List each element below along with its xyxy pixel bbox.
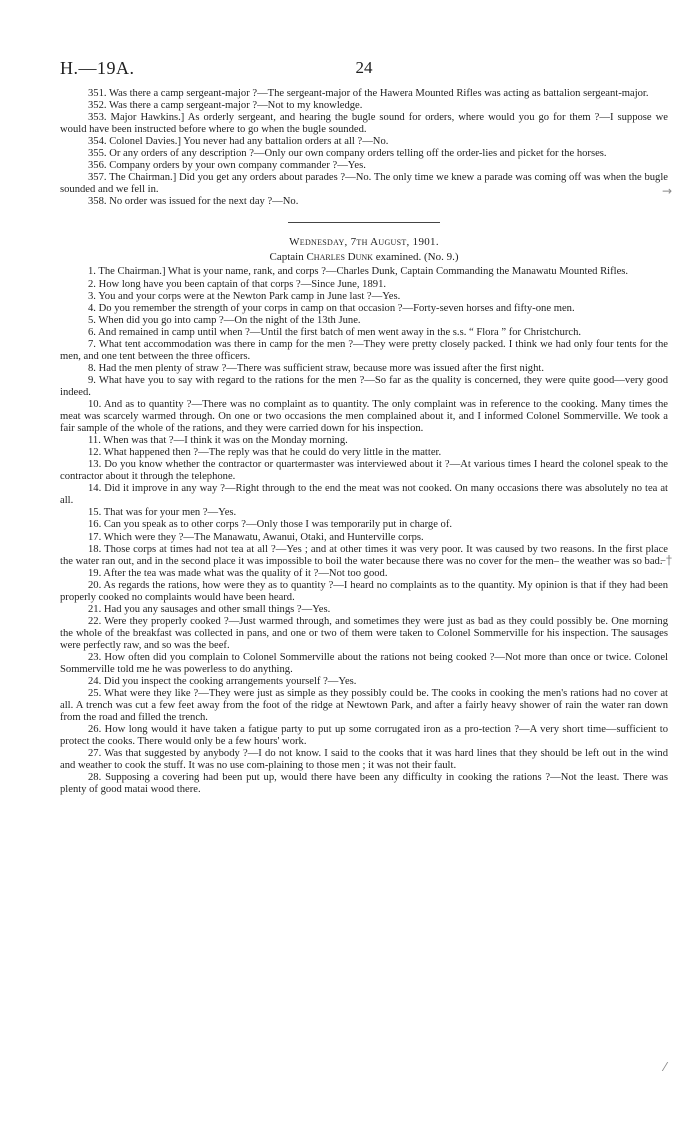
question-357: 357. The Chairman.] Did you get any orders about parades ?—No. The only time we knew a parade was coming off was when the bugle sounded and we fell in. [60,172,668,196]
question-19: 19. After the tea was made what was the quality of it ?—Not too good. [88,567,388,579]
question-18: 18. Those corps at times had not tea at all ?—Yes ; and at other times it was very poor. It was caused by two reasons. In the first place the water ran out, and in the second place it was impossible to boil the water because there was no cover for the men– the weather was so bad. [60,543,668,567]
question-15: 15. That was for your men ?—Yes. [88,507,237,519]
question-355: 355. Or any orders of any description ?—Only our own company orders telling off the order-lies and picket for the horses. [88,148,607,160]
witness-heading [60,251,668,263]
question-9: 9. What have you to say with regard to the rations for the men ?—So far as the quality is concerned, they were quite good—very good indeed. [60,374,668,398]
section-divider [288,222,440,223]
question-16: 16. Can you speak as to other corps ?—Only those I was temporarily put in charge of. [88,519,453,531]
question-1: 1. The Chairman.] What is your name, rank, and corps ?—Charles Dunk, Captain Commanding the Manawatu Mounted Rifles. [88,266,629,278]
question-22: 22. Were they properly cooked ?—Just warmed through, and sometimes they were just as bad as they could possibly be. One morning the whole of the breakfast was collected in pans, and one or two of them were taken to Colonel Sommerville for his inspection. The sausages were perfectly raw, and so was the beef. [60,615,668,651]
question-28: 28. Supposing a covering had been put up, would there have been any difficulty in cooking the rations ?—Not the least. There was plenty of good matai wood there. [60,772,668,796]
question-353: 353. Major Hawkins.] As orderly sergeant, and hearing the bugle sound for orders, where would you go for them ?—I suppose we would have been instructed before where to go when the bugle sounded. [60,112,668,136]
page-number: 24 [355,58,373,77]
question-2: 2. How long have you been captain of that corps ?—Since June, 1891. [88,278,387,290]
question-12: 12. What happened then ?—The reply was that he could do very little in the matter. [88,447,442,459]
question-26: 26. How long would it have taken a fatigue party to put up some corrugated iron as a pro-tection ?—A very short time—sufficient to protect the cooks. There would only be a few hours' work. [60,724,668,748]
question-25: 25. What were they like ?—They were just as simple as they possibly could be. The cooks in cooking the men's rations had no cover at all. A trench was cut a few feet away from the foot of the ridge at Newtown Park, and after a fairly heavy shower of rain the water ran down from the road and filled the trench. [60,688,668,724]
question-4: 4. Do you remember the strength of your corps in camp on that occasion ?—Forty-seven horses and fifty-one men. [88,302,575,314]
evidence-block-dunk [60,266,668,796]
evidence-block-continued [60,88,668,208]
question-17: 17. Which were they ?—The Manawatu, Awanui, Otaki, and Hunterville corps. [88,531,424,543]
witness-name: Charles Dunk [306,251,373,264]
question-5: 5. When did you go into camp ?—On the night of the 13th June. [88,314,361,326]
question-14: 14. Did it improve in any way ?—Right through to the end the meat was not cooked. On many occasions there was absolutely no tea at all. [60,483,668,507]
question-6: 6. And remained in camp until when ?—Until the first batch of men went away in the s.s. “ Flora ” for Christchurch. [88,326,582,338]
witness-examined: examined. (No. 9.) [375,251,459,264]
document-page [60,58,668,797]
witness-rank: Captain [269,251,304,264]
question-7: 7. What tent accommodation was there in camp for the men ?—They were pretty closely packed. I think we had only four tents for the men, and one tent between the three officers. [60,338,668,362]
question-352: 352. Was there a camp sergeant-major ?—Not to my knowledge. [88,100,363,112]
question-23: 23. How often did you complain to Colonel Sommerville about the rations not being cooked ?—Not more than once or twice. Colonel Sommerville told me he was powerless to do anything. [60,651,668,676]
question-354: 354. Colonel Davies.] You never had any battalion orders at all ?—No. [88,136,389,148]
document-code: H.—19A. [60,58,135,78]
question-21: 21. Had you any sausages and other small things ?—Yes. [88,603,331,615]
question-27: 27. Was that suggested by anybody ?—I do not know. I said to the cooks that it was hard lines that they should be left out in the wind and weather to cook the stuff. It was no use com-plaining to those men ; it was not their fault. [60,748,668,772]
margin-mark-icon: → [662,184,673,198]
margin-scribble-icon: ⁄ [664,1060,667,1074]
question-356: 356. Company orders by your own company commander ?—Yes. [88,160,366,172]
question-11: 11. When was that ?—I think it was on the Monday morning. [88,435,348,447]
question-10: 10. And as to quantity ?—There was no complaint as to quantity. The only complaint was in reference to the cooking. Many times the meat was scarcely warmed through. On one or two occasions the men complained about it, and I informed Colonel Sommerville. We took a fair sample of the whole of the rations, and they were carried down for his inspection. [60,398,668,435]
sitting-date: Wednesday, 7th August, 1901. [289,236,439,249]
question-20: 20. As regards the rations, how were they as to quantity ?—I heard no complaints as to the quantity. My opinion is that if they had been properly cooked no complaints would have been heard. [60,579,668,603]
question-358: 358. No order was issued for the next day ?—No. [88,196,299,208]
margin-tick-icon: –† [660,553,672,567]
question-13: 13. Do you know whether the contractor or quartermaster was interviewed about it ?—At various times I heard the colonel speak to the contractor about it through the telephone. [60,459,668,483]
question-24: 24. Did you inspect the cooking arrangements yourself ?—Yes. [88,676,357,688]
question-8: 8. Had the men plenty of straw ?—There was sufficient straw, because more was issued after the first night. [88,362,544,374]
question-351: 351. Was there a camp sergeant-major ?—The sergeant-major of the Hawera Mounted Rifles was acting as battalion sergeant-major. [88,88,649,99]
question-3: 3. You and your corps were at the Newton Park camp in June last ?—Yes. [88,290,401,302]
page-header [60,58,668,88]
